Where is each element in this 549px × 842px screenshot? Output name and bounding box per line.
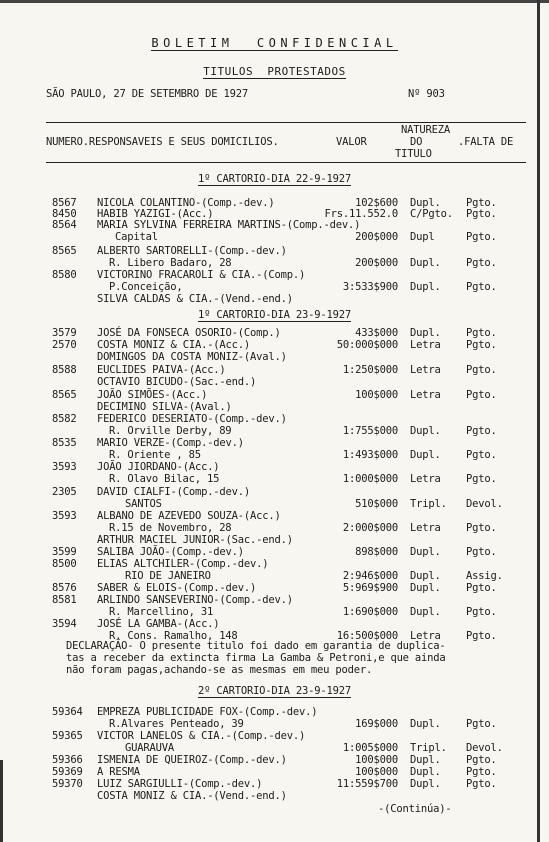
entry-number: 8450: [52, 208, 77, 220]
entry-kind: Dupl: [410, 231, 435, 243]
entry-number: 8535: [52, 437, 77, 449]
entry-kind: Letra: [410, 339, 441, 351]
entry-value: 898$000: [355, 546, 398, 558]
entry-reason: Pgto.: [466, 257, 497, 269]
entry-kind: Dupl.: [410, 570, 441, 582]
entry-text: VICTORINO FRACAROLI & CIA.-(Comp.): [97, 269, 306, 281]
entry-text: ARLINDO SANSEVERINO-(Comp.-dev.): [97, 594, 293, 606]
column-nature-2: DO: [410, 136, 423, 148]
entry-value: 1:493$000: [342, 449, 398, 461]
entry-text: P.Conceição,: [109, 281, 183, 293]
entry-reason: Assig.: [466, 570, 503, 582]
entry-value: 200$000: [355, 231, 398, 243]
entry-number: 8567: [52, 197, 77, 209]
entry-text: EMPREZA PUBLICIDADE FOX-(Comp.-dev.): [97, 706, 318, 718]
entry-number: 8588: [52, 364, 77, 376]
column-nature-3: TITULO: [395, 148, 432, 160]
entry-value: 1:005$000: [342, 742, 398, 754]
entry-value: 1:755$000: [342, 425, 398, 437]
entry-number: 3594: [52, 618, 77, 630]
entry-value: 510$000: [355, 498, 398, 510]
entry-kind: Dupl.: [410, 718, 441, 730]
entry-text: R. Orville Derby, 89: [109, 425, 232, 437]
entry-text: R. Libero Badaro, 28: [109, 257, 232, 269]
entry-number: 8565: [52, 245, 77, 257]
entry-value: 3:533$900: [342, 281, 398, 293]
declaration-line: tas a receber da extincta firma La Gamba & Petroni,e que ainda: [66, 652, 446, 664]
entry-value: 16:500$000: [336, 630, 398, 642]
entry-value: 50:000$000: [336, 339, 398, 351]
entry-text: RIO DE JANEIRO: [125, 570, 211, 582]
entry-text: R. Oriente , 85: [109, 449, 201, 461]
entry-text: SILVA CALDAS & CIA.-(Vend.-end.): [97, 293, 293, 305]
entry-text: ALBANO DE AZEVEDO SOUZA-(Acc.): [97, 510, 281, 522]
scan-left-edge: [0, 760, 3, 842]
entry-reason: Pgto.: [466, 197, 497, 209]
entry-text: COSTA MONIZ & CIA.-(Vend.-end.): [97, 790, 287, 802]
entry-text: JOÃO JIORDANO-(Acc.): [97, 461, 220, 473]
entry-number: 59369: [52, 766, 83, 778]
entry-number: 59364: [52, 706, 83, 718]
entry-number: 3593: [52, 461, 77, 473]
header-rule-top: [46, 122, 526, 123]
entry-value: 100$000: [355, 754, 398, 766]
entry-number: 8565: [52, 389, 77, 401]
entry-text: DAVID CIALFI-(Comp.-dev.): [97, 486, 251, 498]
entry-reason: Pgto.: [466, 606, 497, 618]
entry-text: DOMINGOS DA COSTA MONIZ-(Aval.): [97, 351, 287, 363]
place-date: SÃO PAULO, 27 DE SETEMBRO DE 1927: [46, 88, 249, 100]
entry-reason: Pgto.: [466, 718, 497, 730]
entry-value: 100$000: [355, 766, 398, 778]
entry-text: R. Cons. Ramalho, 148: [109, 630, 238, 642]
entry-kind: Dupl.: [410, 754, 441, 766]
entry-kind: Dupl.: [410, 606, 441, 618]
header-rule-bottom: [46, 162, 526, 163]
entry-reason: Pgto.: [466, 522, 497, 534]
entry-value: 1:000$000: [342, 473, 398, 485]
entry-reason: Pgto.: [466, 327, 497, 339]
entry-number: 8500: [52, 558, 77, 570]
entry-text: GUARAUVA: [125, 742, 174, 754]
entry-value: 102$600: [355, 197, 398, 209]
entry-reason: Pgto.: [466, 425, 497, 437]
entry-kind: Dupl.: [410, 546, 441, 558]
entry-text: VICTOR LANELOS & CIA.-(Comp.-dev.): [97, 730, 306, 742]
entry-kind: Dupl.: [410, 327, 441, 339]
document-title: BOLETIM CONFIDENCIAL: [151, 36, 398, 50]
declaration-line: DECLARAÇÃO- O presente titulo foi dado em garantia de duplica-: [66, 640, 446, 652]
column-names: NUMERO.RESPONSAVEIS E SEUS DOMICILIOS.: [46, 136, 279, 148]
entry-kind: Dupl.: [410, 449, 441, 461]
entry-text: JOSÉ DA FONSECA OSORIO-(Comp.): [97, 327, 281, 339]
entry-text: HABIB YAZIGI-(Acc.): [97, 208, 214, 220]
entry-number: 3599: [52, 546, 77, 558]
entry-text: EUCLIDES PAIVA-(Acc.): [97, 364, 226, 376]
entry-kind: Dupl.: [410, 197, 441, 209]
entry-value: 2:946$000: [342, 570, 398, 582]
entry-number: 8582: [52, 413, 77, 425]
entry-text: COSTA MONIZ & CIA.-(Acc.): [97, 339, 251, 351]
declaration-line: não foram pagas,achando-se as mesmas em meu poder.: [66, 664, 373, 676]
entry-text: SABER & ELOIS-(Comp.-dev.): [97, 582, 257, 594]
entry-text: A RESMA: [97, 766, 140, 778]
entry-reason: Devol.: [466, 742, 503, 754]
entry-value: 5:969$900: [342, 582, 398, 594]
entry-value: Frs.11.552.0: [324, 208, 398, 220]
entry-reason: Devol.: [466, 498, 503, 510]
entry-kind: C/Pgto.: [410, 208, 453, 220]
section-heading: 1º CARTORIO-DIA 22-9-1927: [197, 173, 352, 185]
entry-value: 100$000: [355, 389, 398, 401]
entry-text: R.15 de Novembro, 28: [109, 522, 232, 534]
entry-reason: Pgto.: [466, 208, 497, 220]
column-value: VALOR: [336, 136, 367, 148]
section-heading: 1º CARTORIO-DIA 23-9-1927: [197, 309, 352, 321]
entry-text: SALIBA JOÃO-(Comp.-dev.): [97, 546, 244, 558]
entry-text: OCTAVIO BICUDO-(Sac.-end.): [97, 376, 257, 388]
scan-top-edge: [0, 0, 549, 3]
continues-note: -(Continúa)-: [378, 803, 452, 815]
entry-number: 3593: [52, 510, 77, 522]
entry-text: ISMENIA DE QUEIROZ-(Comp.-dev.): [97, 754, 287, 766]
entry-text: LUIZ SARGIULLI-(Comp.-dev.): [97, 778, 263, 790]
entry-number: 59366: [52, 754, 83, 766]
entry-reason: Pgto.: [466, 364, 497, 376]
entry-reason: Pgto.: [466, 473, 497, 485]
column-nature-1: NATUREZA: [401, 124, 450, 136]
entry-number: 8564: [52, 219, 77, 231]
entry-kind: Letra: [410, 389, 441, 401]
entry-kind: Dupl.: [410, 281, 441, 293]
entry-text: ELIAS ALTCHILER-(Comp.-dev.): [97, 558, 269, 570]
entry-kind: Dupl.: [410, 425, 441, 437]
document-subtitle: TITULOS PROTESTADOS: [203, 65, 346, 78]
entry-text: R. Olavo Bilac, 15: [109, 473, 220, 485]
entry-text: MARIO VERZE-(Comp.-dev.): [97, 437, 244, 449]
entry-kind: Dupl.: [410, 778, 441, 790]
entry-text: JOÃO SIMÕES-(Acc.): [97, 389, 208, 401]
entry-text: R. Marcellino, 31: [109, 606, 214, 618]
entry-reason: Pgto.: [466, 582, 497, 594]
entry-reason: Pgto.: [466, 389, 497, 401]
entry-text: NICOLA COLANTINO-(Comp.-dev.): [97, 197, 275, 209]
bulletin-number: Nº 903: [408, 88, 445, 100]
entry-number: 8580: [52, 269, 77, 281]
entry-number: 2570: [52, 339, 77, 351]
entry-kind: Dupl.: [410, 582, 441, 594]
entry-kind: Letra: [410, 630, 441, 642]
entry-number: 2305: [52, 486, 77, 498]
entry-reason: Pgto.: [466, 546, 497, 558]
section-heading: 2º CARTORIO-DIA 23-9-1927: [197, 685, 352, 697]
entry-number: 59365: [52, 730, 83, 742]
entry-kind: Tripl.: [410, 742, 447, 754]
entry-reason: Pgto.: [466, 231, 497, 243]
entry-kind: Dupl.: [410, 766, 441, 778]
entry-text: ARTHUR MACIEL JUNIOR-(Sac.-end.): [97, 534, 293, 546]
entry-value: 1:690$000: [342, 606, 398, 618]
entry-number: 59370: [52, 778, 83, 790]
entry-value: 2:000$000: [342, 522, 398, 534]
entry-number: 3579: [52, 327, 77, 339]
entry-reason: Pgto.: [466, 766, 497, 778]
entry-text: JOSÉ LA GAMBA-(Acc.): [97, 618, 220, 630]
entry-text: SANTOS: [125, 498, 162, 510]
entry-value: 200$000: [355, 257, 398, 269]
entry-reason: Pgto.: [466, 778, 497, 790]
entry-number: 8581: [52, 594, 77, 606]
column-reason: .FALTA DE: [458, 136, 514, 148]
entry-kind: Letra: [410, 473, 441, 485]
entry-value: 11:559$700: [336, 778, 398, 790]
entry-kind: Letra: [410, 522, 441, 534]
entry-reason: Pgto.: [466, 630, 497, 642]
entry-kind: Dupl.: [410, 257, 441, 269]
entry-text: ALBERTO SARTORELLI-(Comp.-dev.): [97, 245, 287, 257]
entry-kind: Tripl.: [410, 498, 447, 510]
entry-reason: Pgto.: [466, 754, 497, 766]
entry-value: 1:250$000: [342, 364, 398, 376]
entry-kind: Letra: [410, 364, 441, 376]
scan-right-edge: [537, 0, 540, 842]
entry-text: FEDERICO DESERIATO-(Comp.-dev.): [97, 413, 287, 425]
entry-value: 433$000: [355, 327, 398, 339]
entry-reason: Pgto.: [466, 339, 497, 351]
entry-text: Capital: [115, 231, 158, 243]
entry-text: DECIMINO SILVA-(Aval.): [97, 401, 232, 413]
entry-value: 169$000: [355, 718, 398, 730]
entry-reason: Pgto.: [466, 449, 497, 461]
entry-number: 8576: [52, 582, 77, 594]
entry-reason: Pgto.: [466, 281, 497, 293]
entry-text: R.Alvares Penteado, 39: [109, 718, 244, 730]
entry-text: MARIA SYLVINA FERREIRA MARTINS-(Comp.-dev.): [97, 219, 361, 231]
